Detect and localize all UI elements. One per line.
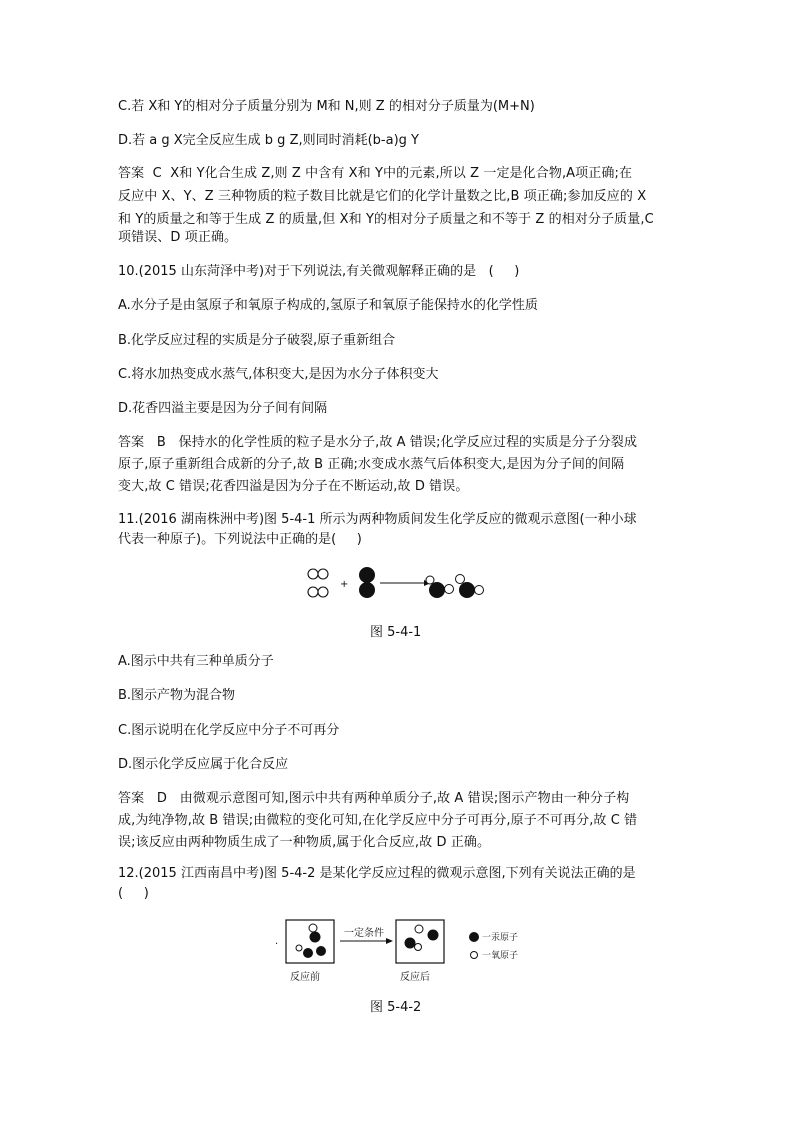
- q11-option-d: D.图示化学反应属于化合反应: [118, 757, 289, 772]
- legend: [469, 932, 518, 961]
- q10-answer-line: 原子,原子重新组合成新的分子,故 B 正确;水变成水蒸气后体积变大,是因为分子间的间隔: [118, 457, 625, 472]
- q10-option-c: C.将水加热变成水蒸气,体积变大,是因为水分子体积变大: [118, 367, 439, 382]
- stray-dot: .: [275, 936, 279, 947]
- q10-option-a: A.水分子是由氢原子和氧原子构成的,氢原子和氧原子能保持水的化学性质: [118, 298, 538, 313]
- q11-stem-line: 代表一种原子)。下列说法中正确的是( ): [118, 532, 362, 547]
- white-diatomic-molecule: [308, 587, 328, 597]
- figure-5-4-2-caption: 图 5-4-2: [370, 1000, 422, 1015]
- legend-white-atom-icon: [471, 952, 478, 959]
- q12-stem-line: ( ): [118, 886, 149, 901]
- q10-answer-line: 变大,故 C 错误;花香四溢是因为分子在不断运动,故 D 错误。: [118, 479, 469, 494]
- figure-5-4-2-reaction-diagram: [270, 912, 530, 986]
- q11-answer-line: 误;该反应由两种物质生成了一种物质,属于化合反应,故 D 正确。: [118, 835, 491, 850]
- q11-option-b: B.图示产物为混合物: [118, 688, 236, 703]
- q9-answer-line: 反应中 X、Y、Z 三种物质的粒子数目比就是它们的化学计量数之比,B 项正确;参加反应的 X: [118, 189, 647, 204]
- white-diatomic-molecule: [308, 569, 328, 579]
- q11-option-a: A.图示中共有三种单质分子: [118, 654, 274, 669]
- q10-option-b: B.化学反应过程的实质是分子破裂,原子重新组合: [118, 333, 396, 348]
- plus-sign: +: [340, 579, 349, 590]
- q9-answer-line: 答案 C X和 Y化合生成 Z,则 Z 中含有 X和 Y中的元素,所以 Z 一定是化合物,A项正确;在: [118, 166, 633, 181]
- q9-option-d: D.若 a g X完全反应生成 b g Z,则同时消耗(b-a)g Y: [118, 133, 419, 148]
- q11-stem-line: 11.(2016 湖南株洲中考)图 5-4-1 所示为两种物质间发生化学反应的微观示意图(一种小球: [118, 512, 637, 527]
- legend-black-atom-icon: [469, 932, 479, 942]
- q11-answer-line: 答案 D 由微观示意图可知,图示中共有两种单质分子,故 A 错误;图示产物由一种分子构: [118, 791, 630, 806]
- reaction-arrow: [380, 580, 431, 586]
- q10-option-d: D.花香四溢主要是因为分子间有间隔: [118, 401, 328, 416]
- q9-answer-line: 和 Y的质量之和等于生成 Z 的质量,但 X和 Y的相对分子质量之和不等于 Z 的相对分子质量,C: [118, 212, 654, 227]
- q10-stem: 10.(2015 山东菏泽中考)对于下列说法,有关微观解释正确的是 ( ): [118, 264, 520, 279]
- q11-option-c: C.图示说明在化学反应中分子不可再分: [118, 723, 340, 738]
- figure-5-4-1-reaction-diagram: [300, 562, 500, 608]
- before-reaction-box: [286, 920, 334, 963]
- after-reaction-box: [396, 920, 444, 963]
- after-label: 反应后: [400, 972, 430, 983]
- legend-black-label: 一汞原子: [482, 933, 519, 943]
- q10-answer-line: 答案 B 保持水的化学性质的粒子是水分子,故 A 错误;化学反应过程的实质是分子分裂成: [118, 435, 638, 450]
- arrow-condition-label: 一定条件: [344, 928, 384, 939]
- product-molecule: [426, 576, 454, 598]
- q12-stem-line: 12.(2015 江西南昌中考)图 5-4-2 是某化学反应过程的微观示意图,下列有关说法正确的是: [118, 866, 636, 881]
- q11-answer-line: 成,为纯净物,故 B 错误;由微粒的变化可知,在化学反应中分子可再分,原子不可再分,故 C 错: [118, 813, 638, 828]
- black-diatomic-molecule: [359, 567, 375, 598]
- q9-option-c: C.若 X和 Y的相对分子质量分别为 M和 N,则 Z 的相对分子质量为(M+N): [118, 99, 535, 114]
- product-molecule: [456, 575, 484, 599]
- before-label: 反应前: [290, 972, 320, 983]
- q9-answer-line: 项错误、D 项正确。: [118, 230, 238, 245]
- figure-5-4-1-caption: 图 5-4-1: [370, 625, 422, 640]
- legend-white-label: 一氧原子: [482, 951, 519, 961]
